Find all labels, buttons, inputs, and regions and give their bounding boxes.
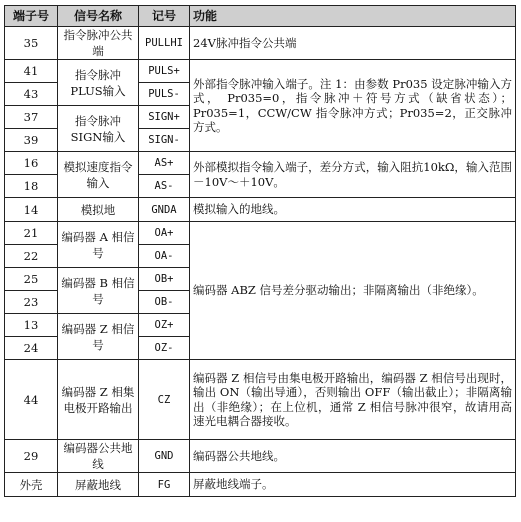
table-row	[5, 198, 516, 222]
signal-table	[4, 5, 516, 497]
table-row	[5, 440, 516, 473]
function-cell: 编码器 ABZ 信号差分驱动输出；非隔离输出（非绝缘）。	[190, 222, 516, 360]
table-row	[5, 473, 516, 497]
code-cell: CZ	[139, 360, 190, 440]
code-cell: PULLHI	[139, 27, 190, 60]
function-cell: 外部指令脉冲输入端子。注 1：由参数 Pr035 设定脉冲输入方式， Pr035=0，指令脉冲＋符号方式（缺省状态）；Pr035=1，CCW/CW 指令脉冲方式；Pr035=2，正交脉冲方式。	[190, 60, 516, 152]
header-terminal: 端子号	[5, 6, 58, 27]
table-header-row	[5, 6, 516, 27]
code-cell: OA+	[139, 222, 190, 245]
signal-name-cell: 编码器 A 相信号	[58, 222, 139, 268]
terminal-cell: 16	[5, 152, 58, 175]
terminal-cell: 43	[5, 83, 58, 106]
code-cell: PULS+	[139, 60, 190, 83]
table-row	[5, 27, 516, 60]
code-cell: SIGN+	[139, 106, 190, 129]
function-cell: 编码器公共地线。	[190, 440, 516, 473]
code-cell: OA-	[139, 245, 190, 268]
code-cell: AS-	[139, 175, 190, 198]
signal-name-cell: 模拟地	[58, 198, 139, 222]
signal-name-cell: 指令脉冲公共端	[58, 27, 139, 60]
terminal-cell: 13	[5, 314, 58, 337]
signal-name-cell: 编码器 Z 相集电极开路输出	[58, 360, 139, 440]
function-cell: 24V脉冲指令公共端	[190, 27, 516, 60]
terminal-cell: 外壳	[5, 473, 58, 497]
terminal-cell: 37	[5, 106, 58, 129]
terminal-cell: 25	[5, 268, 58, 291]
signal-name-cell: 指令脉冲SIGN输入	[58, 106, 139, 152]
table-row	[5, 360, 516, 440]
terminal-cell: 23	[5, 291, 58, 314]
terminal-cell: 29	[5, 440, 58, 473]
table-row	[5, 60, 516, 83]
table-row	[5, 152, 516, 175]
signal-name-cell: 编码器 B 相信号	[58, 268, 139, 314]
code-cell: FG	[139, 473, 190, 497]
terminal-cell: 39	[5, 129, 58, 152]
code-cell: OZ+	[139, 314, 190, 337]
terminal-cell: 41	[5, 60, 58, 83]
function-cell: 模拟输入的地线。	[190, 198, 516, 222]
function-cell: 编码器 Z 相信号由集电极开路输出，编码器 Z 相信号出现时，输出 ON（输出导通），否则输出 OFF（输出截止）；非隔离输出（非绝缘）；在上位机，通常 Z 相信号脉冲很窄，故请用高速光电耦合器接收。	[190, 360, 516, 440]
header-code: 记号	[139, 6, 190, 27]
table-row	[5, 222, 516, 245]
signal-name-cell: 编码器公共地线	[58, 440, 139, 473]
code-cell: OZ-	[139, 337, 190, 360]
code-cell: GND	[139, 440, 190, 473]
code-cell: SIGN-	[139, 129, 190, 152]
signal-table-container	[4, 5, 516, 497]
code-cell: PULS-	[139, 83, 190, 106]
code-cell: OB+	[139, 268, 190, 291]
header-signal-name: 信号名称	[58, 6, 139, 27]
signal-name-cell: 指令脉冲PLUS输入	[58, 60, 139, 106]
terminal-cell: 21	[5, 222, 58, 245]
signal-name-cell: 屏蔽地线	[58, 473, 139, 497]
terminal-cell: 22	[5, 245, 58, 268]
terminal-cell: 24	[5, 337, 58, 360]
function-cell: 外部模拟指令输入端子，差分方式，输入阻抗10kΩ，输入范围－10V～＋10V。	[190, 152, 516, 198]
header-function: 功能	[190, 6, 516, 27]
terminal-cell: 35	[5, 27, 58, 60]
terminal-cell: 14	[5, 198, 58, 222]
signal-name-cell: 模拟速度指令输入	[58, 152, 139, 198]
function-cell: 屏蔽地线端子。	[190, 473, 516, 497]
terminal-cell: 44	[5, 360, 58, 440]
code-cell: GNDA	[139, 198, 190, 222]
code-cell: AS+	[139, 152, 190, 175]
code-cell: OB-	[139, 291, 190, 314]
signal-name-cell: 编码器 Z 相信号	[58, 314, 139, 360]
terminal-cell: 18	[5, 175, 58, 198]
